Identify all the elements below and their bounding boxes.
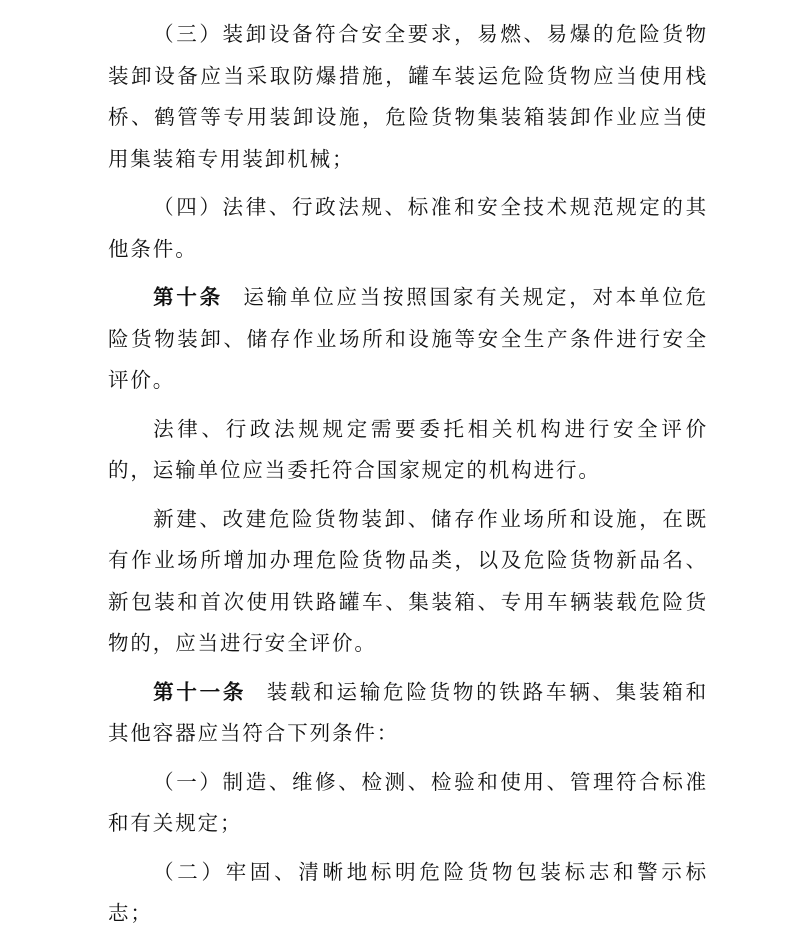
document-page [108,14,708,942]
article-10-clause-2 [108,409,708,492]
paragraph-item-3 [108,14,708,180]
paragraph-text: 运输单位应当按照国家有关规定，对本单位危险货物装卸、储存作业场所和设施等安全生产条件进行安全评价。 [108,285,709,392]
paragraph-text: （一）制造、维修、检测、检验和使用、管理符合标准和有关规定； [108,769,708,835]
paragraph-item-4 [108,187,708,270]
paragraph-text: 法律、行政法规规定需要委托相关机构进行安全评价的，运输单位应当委托符合国家规定的机构进行。 [108,416,708,482]
article-10-clause-3 [108,499,708,665]
article-11-item-2 [108,852,708,935]
paragraph-text: （二）牢固、清晰地标明危险货物包装标志和警示标志； [108,859,708,925]
paragraph-text: （三）装卸设备符合安全要求，易燃、易爆的危险货物装卸设备应当采取防爆措施，罐车装运危险货物应当使用栈桥、鹤管等专用装卸设施，危险货物集装箱装卸作业应当使用集装箱专用装卸机械； [108,22,708,171]
article-10-paragraph [108,277,708,402]
article-heading: 第十一条 [153,679,247,704]
paragraph-text: （四）法律、行政法规、标准和安全技术规范规定的其他条件。 [108,195,708,261]
paragraph-text: 新建、改建危险货物装卸、储存作业场所和设施，在既有作业场所增加办理危险货物品类，以及危险货物新品名、新包装和首次使用铁路罐车、集装箱、专用车辆装载危险货物的，应当进行安全评价。 [108,506,708,655]
article-11-paragraph [108,672,708,755]
article-heading: 第十条 [153,285,223,309]
article-11-item-1 [108,762,708,845]
paragraph-text: 装载和运输危险货物的铁路车辆、集装箱和其他容器应当符合下列条件： [108,679,708,745]
